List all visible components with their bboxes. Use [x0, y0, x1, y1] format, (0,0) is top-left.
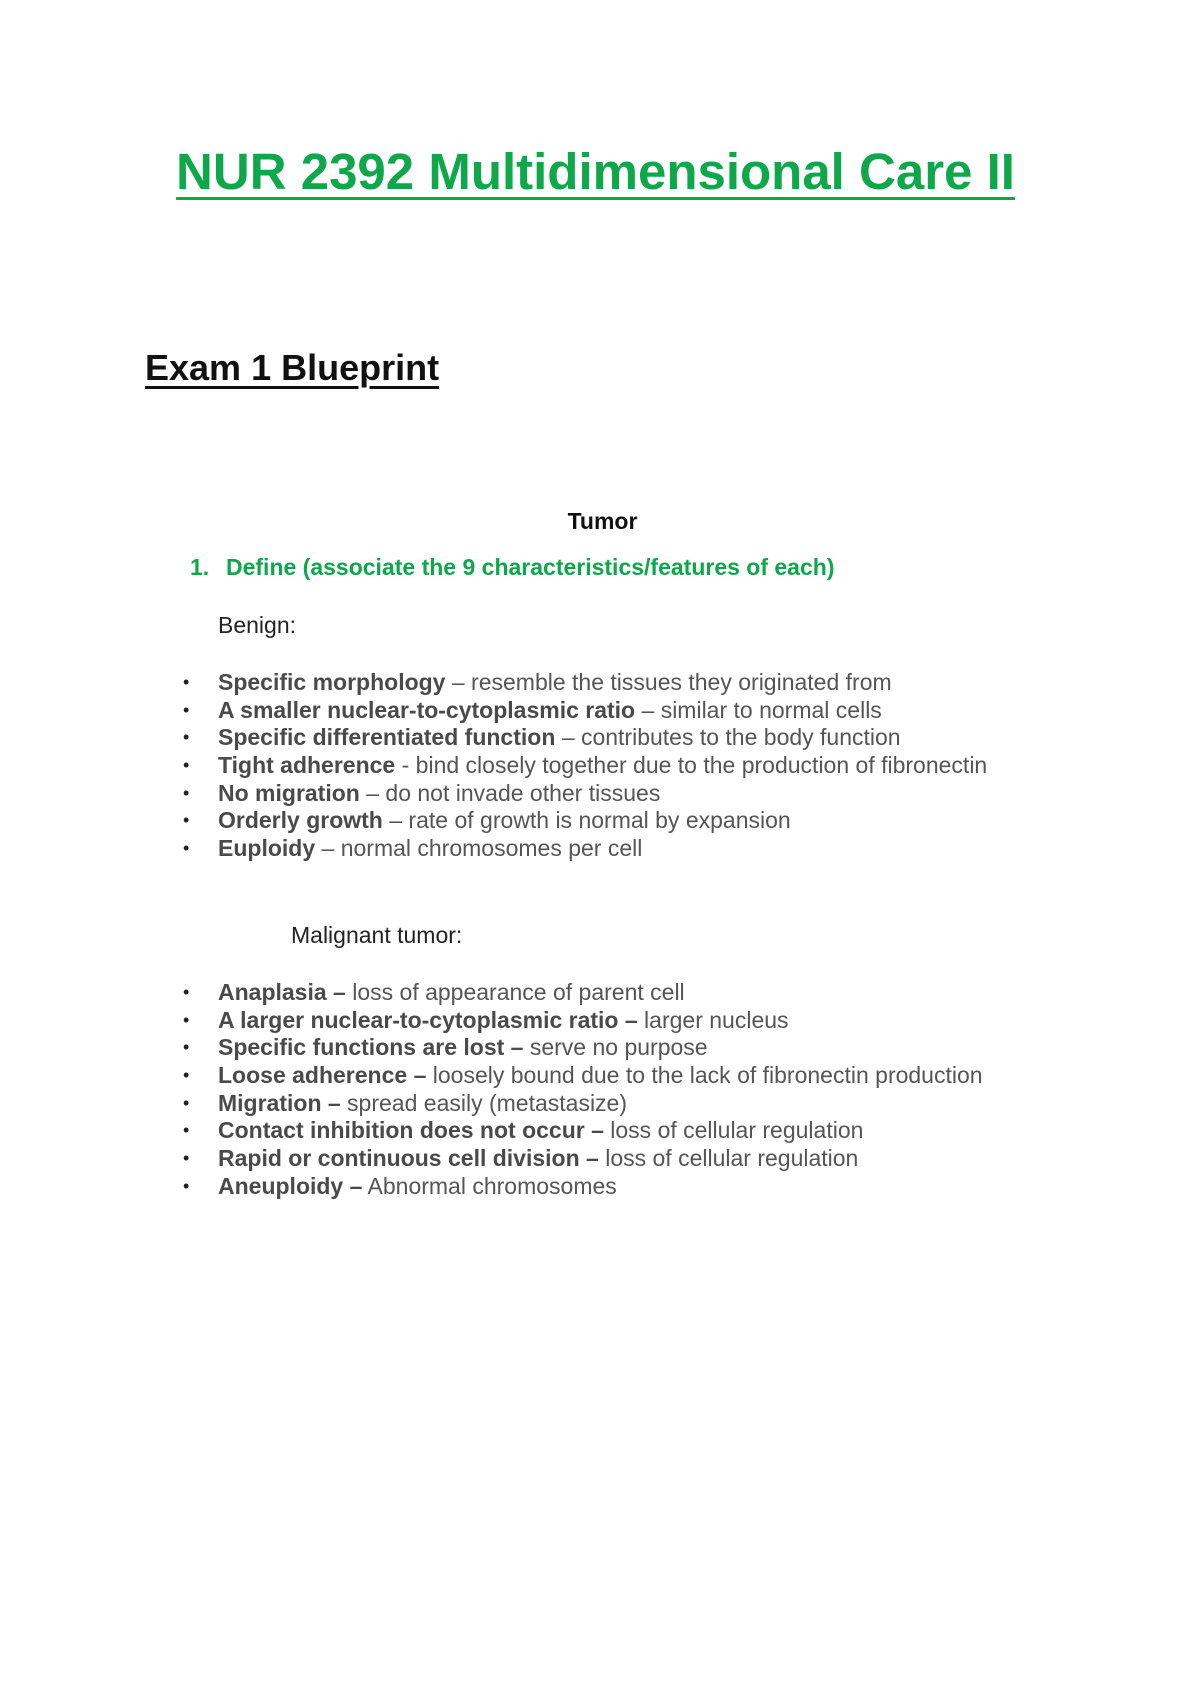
bullet-icon: • — [183, 672, 190, 692]
bullet-icon: • — [183, 1120, 190, 1141]
list-item — [0, 697, 1191, 725]
question-number: 1. — [190, 554, 210, 580]
trait-description: - bind closely together due to the production of fibronectin — [395, 752, 988, 779]
list-item — [0, 835, 1191, 863]
trait-description: – rate of growth is normal by expansion — [382, 807, 791, 834]
trait-description: serve no purpose — [523, 1034, 708, 1061]
list-item — [0, 1117, 1191, 1145]
trait-term: Anaplasia – — [218, 979, 346, 1005]
question-item — [190, 556, 834, 579]
bullet-icon: • — [183, 699, 190, 720]
list-item — [0, 1062, 1191, 1090]
bullet-icon: • — [183, 1065, 190, 1086]
trait-description: Abnormal chromosomes — [362, 1172, 617, 1199]
list-item — [0, 724, 1191, 752]
bullet-icon: • — [183, 982, 190, 1002]
bullet-icon: • — [183, 810, 190, 831]
trait-term: Specific differentiated function — [218, 724, 556, 751]
trait-term: Aneuploidy – — [218, 1172, 363, 1199]
malignant-list — [0, 979, 1191, 1201]
trait-term: Specific functions are lost – — [218, 1034, 524, 1061]
trait-term: Orderly growth — [218, 807, 383, 834]
document-title — [0, 143, 1191, 200]
trait-term: Specific morphology — [218, 669, 446, 695]
trait-description: – contributes to the body function — [555, 724, 901, 751]
list-item — [0, 780, 1191, 808]
bullet-icon: • — [183, 782, 190, 803]
trait-term: Migration – — [218, 1089, 341, 1116]
list-item — [0, 1034, 1191, 1062]
trait-term: Loose adherence – — [218, 1062, 427, 1089]
list-item — [0, 1090, 1191, 1118]
list-item — [0, 1173, 1191, 1201]
trait-description: loss of cellular regulation — [598, 1145, 859, 1172]
question-text: Define (associate the 9 characteristics/features of each) — [226, 554, 835, 580]
trait-term: A smaller nuclear-to-cytoplasmic ratio — [218, 696, 636, 723]
section-heading: Tumor — [567, 508, 638, 534]
benign-label: Benign: — [218, 612, 297, 638]
bullet-icon: • — [183, 1009, 190, 1030]
trait-description: loosely bound due to the lack of fibronectin production — [426, 1062, 983, 1089]
bullet-icon: • — [183, 838, 190, 859]
trait-term: Contact inhibition does not occur – — [218, 1117, 604, 1144]
trait-description: – do not invade other tissues — [359, 779, 661, 806]
trait-description: loss of cellular regulation — [603, 1117, 864, 1144]
bullet-icon: • — [183, 1175, 190, 1196]
malignant-label: Malignant tumor: — [291, 922, 463, 948]
bullet-icon: • — [183, 1148, 190, 1169]
trait-term: Euploidy — [218, 835, 316, 862]
trait-term: Tight adherence — [218, 752, 396, 779]
benign-list — [0, 669, 1191, 863]
document-title-text: NUR 2392 Multidimensional Care II — [176, 143, 1015, 200]
trait-description: loss of appearance of parent cell — [345, 979, 685, 1005]
trait-term: Rapid or continuous cell division – — [218, 1145, 599, 1172]
trait-description: – normal chromosomes per cell — [315, 835, 643, 862]
list-item — [0, 979, 1191, 1007]
list-item — [0, 807, 1191, 835]
list-item — [0, 1145, 1191, 1173]
trait-description: – similar to normal cells — [635, 696, 882, 723]
bullet-icon: • — [183, 1092, 190, 1113]
trait-term: A larger nuclear-to-cytoplasmic ratio – — [218, 1006, 638, 1033]
trait-description: – resemble the tissues they originated from — [445, 669, 892, 695]
list-item — [0, 1007, 1191, 1035]
bullet-icon: • — [183, 1037, 190, 1058]
list-item — [0, 669, 1191, 697]
trait-description: larger nucleus — [637, 1006, 789, 1033]
bullet-icon: • — [183, 727, 190, 748]
list-item — [0, 752, 1191, 780]
trait-description: spread easily (metastasize) — [340, 1089, 628, 1116]
exam-title: Exam 1 Blueprint — [145, 347, 440, 388]
bullet-icon: • — [183, 755, 190, 776]
trait-term: No migration — [218, 779, 360, 806]
